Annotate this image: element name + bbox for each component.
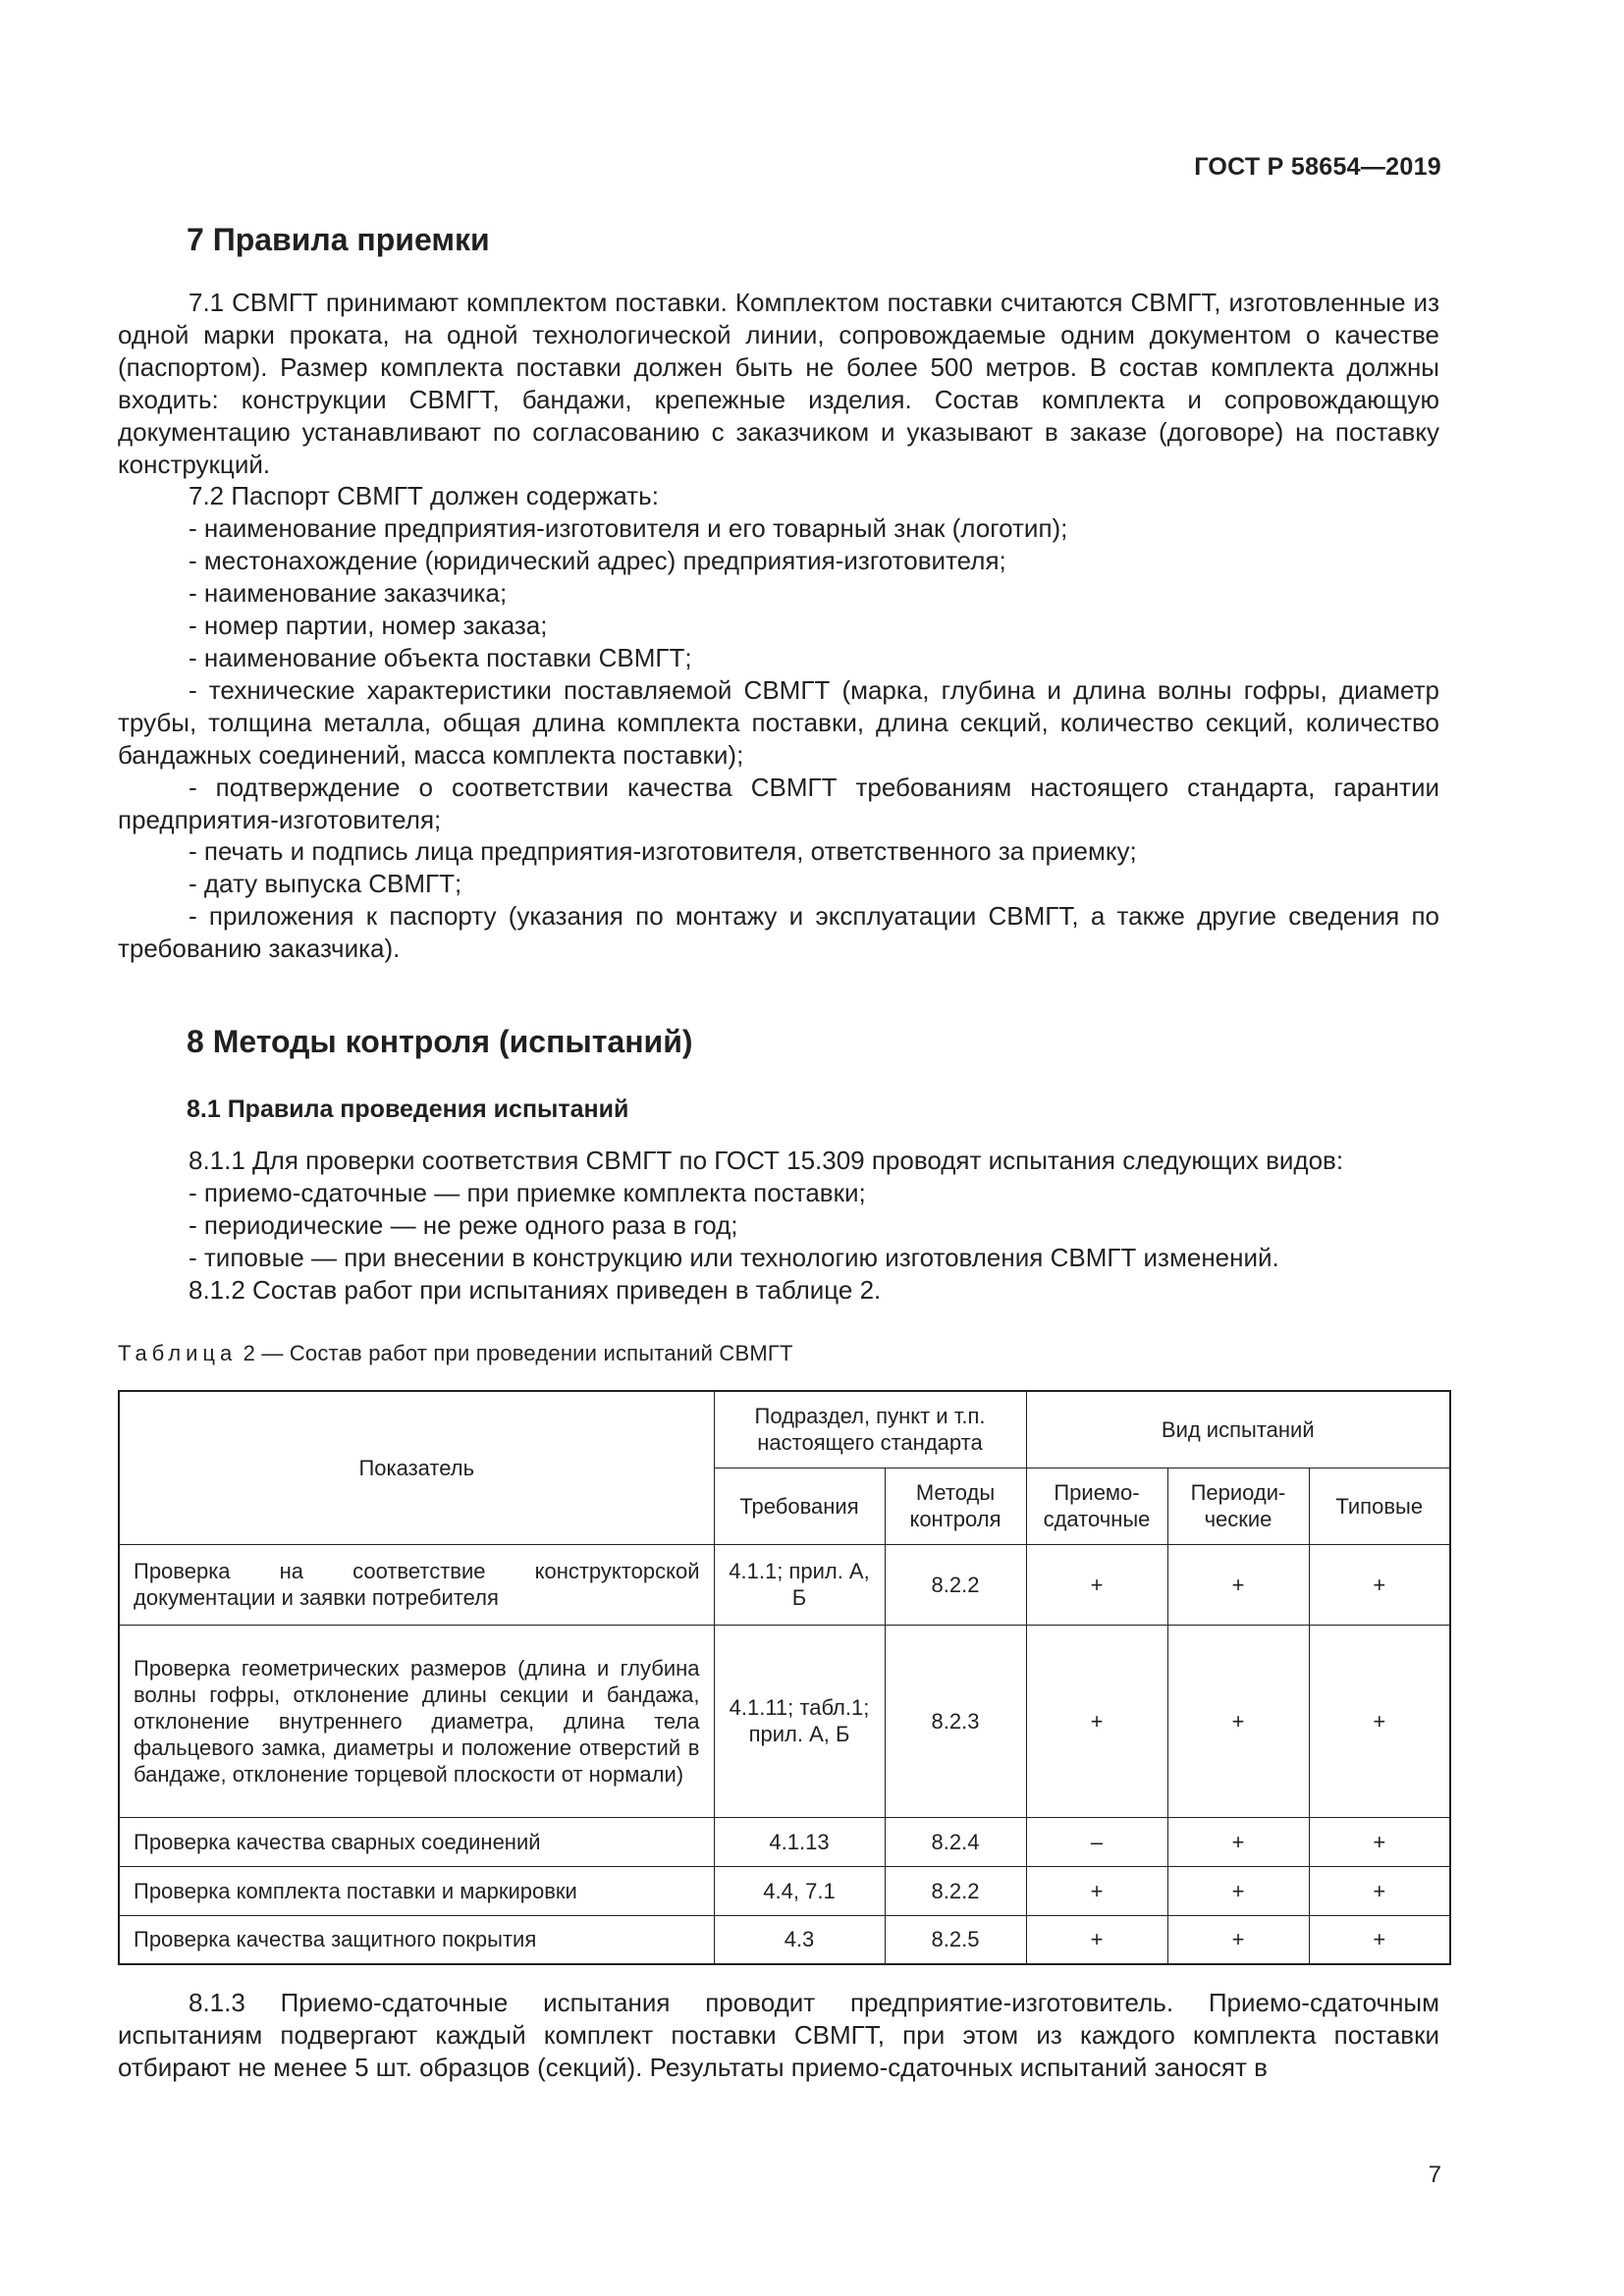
table-row xyxy=(119,1544,1450,1625)
section-8-1-body xyxy=(118,1145,1439,1307)
cell-indicator: Проверка качества сварных соединений xyxy=(119,1817,714,1866)
list-item: - приложения к паспорту (указания по монтажу и эксплуатации СВМГТ, а также другие сведения по требованию заказчика). xyxy=(118,901,1439,964)
list-item: - наименование предприятия-изготовителя и его товарный знак (логотип); xyxy=(189,513,1068,544)
cell-acceptance: + xyxy=(1026,1625,1167,1817)
cell-periodic: + xyxy=(1167,1544,1309,1625)
list-item: - технические характеристики поставляемой СВМГТ (марка, глубина и длина волны гофры, диаметр трубы, толщина металла, общая длина комплекта поставки, длина секций, количество секций, количество бандажных соединений, масса комплекта поставки); xyxy=(118,674,1439,770)
table-row xyxy=(119,1817,1450,1866)
tests-table xyxy=(118,1390,1451,1965)
table-caption-text: 2 — Состав работ при проведении испытаний СВМГТ xyxy=(243,1341,793,1365)
cell-typical: + xyxy=(1309,1915,1450,1964)
cell-acceptance: + xyxy=(1026,1544,1167,1625)
header-requirements: Требования xyxy=(714,1468,885,1544)
table-row xyxy=(119,1625,1450,1817)
cell-indicator: Проверка комплекта поставки и маркировки xyxy=(119,1866,714,1915)
cell-methods: 8.2.3 xyxy=(885,1625,1026,1817)
header-periodic: Периоди-ческие xyxy=(1167,1468,1309,1544)
list-item: - типовые — при внесении в конструкцию или технологию изготовления СВМГТ изменений. xyxy=(189,1242,1279,1272)
list-item: - наименование заказчика; xyxy=(189,578,508,609)
paragraph-7-1: 7.1 СВМГТ принимают комплектом поставки. Комплектом поставки считаются СВМГТ, изготовленные из одной марки проката, на одной технологической линии, сопровождаемые одним документом о качестве (паспортом). Размер комплекта поставки должен быть не более 500 метров. В состав комплекта должны входить: конструкции СВМГТ, бандажи, крепежные изделия. Состав комплекта и сопровождающую документацию устанавливают по согласованию с заказчиком и указывают в заказе (договоре) на поставку конструкций. xyxy=(118,288,1439,479)
header-acceptance: Приемо-сдаточные xyxy=(1026,1468,1167,1544)
list-item: - дату выпуска СВМГТ; xyxy=(189,869,462,899)
subsection-8-1-title: 8.1 Правила проведения испытаний xyxy=(187,1095,629,1123)
section-8-title: 8 Методы контроля (испытаний) xyxy=(187,1024,693,1059)
cell-periodic: + xyxy=(1167,1625,1309,1817)
paragraph-7-2: 7.2 Паспорт СВМГТ должен содержать: xyxy=(189,481,659,511)
cell-methods: 8.2.4 xyxy=(885,1817,1026,1866)
list-item: - печать и подпись лица предприятия-изготовителя, ответственного за приемку; xyxy=(189,836,1137,867)
paragraph-8-1-3: 8.1.3 Приемо-сдаточные испытания проводит предприятие-изготовитель. Приемо-сдаточным испытаниям подвергают каждый комплект поставки СВМГТ, при этом из каждого комплекта поставки отбирают не менее 5 шт. образцов (секций). Результаты приемо-сдаточных испытаний заносят в xyxy=(118,1988,1439,2082)
table-row xyxy=(119,1866,1450,1915)
header-subsection: Подраздел, пункт и т.п. настоящего стандарта xyxy=(714,1391,1026,1468)
cell-requirements: 4.1.11; табл.1; прил. А, Б xyxy=(714,1625,885,1817)
header-methods: Методы контроля xyxy=(885,1468,1026,1544)
cell-requirements: 4.1.1; прил. А, Б xyxy=(714,1544,885,1625)
table-caption-word: Таблица xyxy=(118,1341,238,1365)
cell-typical: + xyxy=(1309,1866,1450,1915)
cell-indicator: Проверка геометрических размеров (длина и глубина волны гофры, отклонение длины секции и бандажа, отклонение внутреннего диаметра, длина тела фальцевого замка, диаметры и положение отверстий в бандаже, отклонение торцевой плоскости от нормали) xyxy=(119,1625,714,1817)
cell-typical: + xyxy=(1309,1625,1450,1817)
paragraph-8-1-1: 8.1.1 Для проверки соответствия СВМГТ по ГОСТ 15.309 проводят испытания следующих видов: xyxy=(189,1146,1344,1175)
cell-methods: 8.2.2 xyxy=(885,1544,1026,1625)
list-item: - наименование объекта поставки СВМГТ; xyxy=(189,642,692,672)
cell-periodic: + xyxy=(1167,1866,1309,1915)
page-number: 7 xyxy=(1428,2162,1441,2188)
header-indicator: Показатель xyxy=(119,1391,714,1544)
header-test-type: Вид испытаний xyxy=(1026,1391,1450,1468)
header-typical: Типовые xyxy=(1309,1468,1450,1544)
list-item: - приемо-сдаточные — при приемке комплекта поставки; xyxy=(189,1177,866,1207)
table-row xyxy=(119,1915,1450,1964)
cell-requirements: 4.4, 7.1 xyxy=(714,1866,885,1915)
cell-indicator: Проверка на соответствие конструкторской документации и заявки потребителя xyxy=(119,1544,714,1625)
list-item: - подтверждение о соответствии качества СВМГТ требованиям настоящего стандарта, гарантии предприятия-изготовителя; xyxy=(118,772,1439,834)
section-7-title: 7 Правила приемки xyxy=(187,222,490,257)
cell-indicator: Проверка качества защитного покрытия xyxy=(119,1915,714,1964)
cell-requirements: 4.3 xyxy=(714,1915,885,1964)
document-code: ГОСТ Р 58654—2019 xyxy=(1194,153,1441,181)
paragraph-8-1-2: 8.1.2 Состав работ при испытаниях приведен в таблице 2. xyxy=(189,1274,882,1305)
cell-acceptance: + xyxy=(1026,1915,1167,1964)
cell-typical: + xyxy=(1309,1817,1450,1866)
cell-acceptance: + xyxy=(1026,1866,1167,1915)
cell-periodic: + xyxy=(1167,1817,1309,1866)
cell-typical: + xyxy=(1309,1544,1450,1625)
section-8-1-3-body xyxy=(118,1987,1439,2084)
list-item: - номер партии, номер заказа; xyxy=(189,611,548,641)
cell-methods: 8.2.5 xyxy=(885,1915,1026,1964)
table-caption xyxy=(118,1341,793,1366)
section-7-body xyxy=(118,287,1439,965)
cell-periodic: + xyxy=(1167,1915,1309,1964)
cell-acceptance: – xyxy=(1026,1817,1167,1866)
cell-requirements: 4.1.13 xyxy=(714,1817,885,1866)
cell-methods: 8.2.2 xyxy=(885,1866,1026,1915)
list-item: - периодические — не реже одного раза в год; xyxy=(189,1209,738,1240)
list-item: - местонахождение (юридический адрес) предприятия-изготовителя; xyxy=(189,546,1006,576)
